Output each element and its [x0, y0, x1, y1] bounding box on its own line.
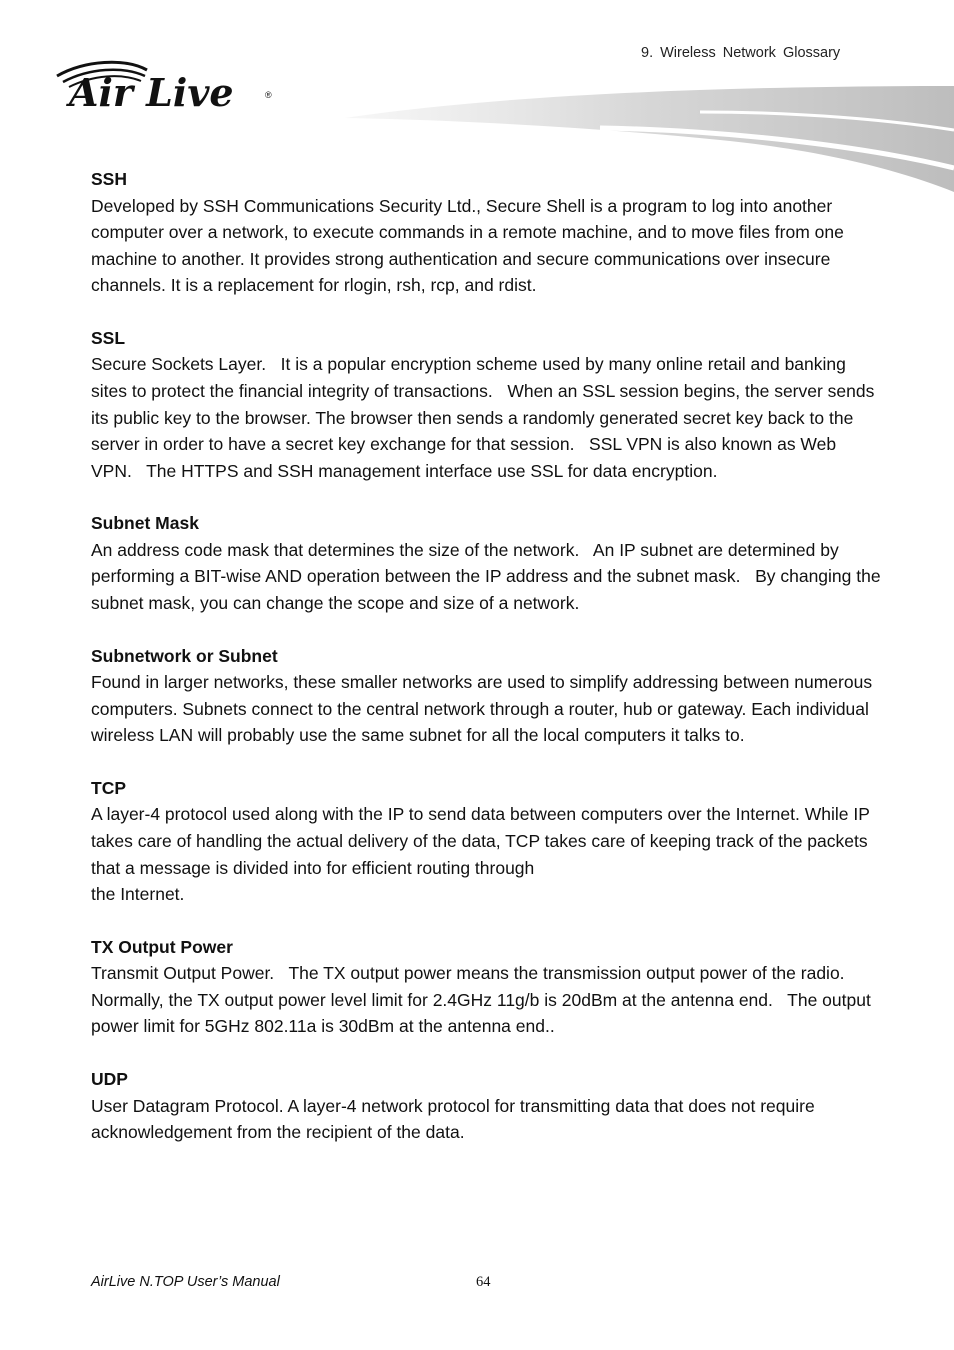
glossary-entry-udp — [91, 1066, 881, 1146]
term-description: Transmit Output Power. The TX output power means the transmission output power of the radio. Normally, the TX output power level limit for 2.4GHz 11g/b is 20dBm at the antenna end. The output power limit for 5GHz 802.11a is 30dBm at the antenna end.. — [91, 963, 876, 1037]
term-heading: TCP — [91, 777, 126, 798]
term-description: Developed by SSH Communications Security Ltd., Secure Shell is a program to log into another computer over a network, to execute commands in a remote machine, and to move files from one machine to another. It provides strong authentication and secure communications over insecure channels. It is a replacement for rlogin, rsh, rcp, and rdist. — [91, 195, 849, 296]
term-description: Secure Sockets Layer. It is a popular encryption scheme used by many online retail and banking sites to protect the financial integrity of transactions. When an SSL session begins, the server sends its public key to the browser. The browser then sends a randomly generated secret key back to the server in order to have a secret key exchange for that session. SSL VPN is also known as Web VPN. The HTTPS and SSH management interface use SSL for data encryption. — [91, 354, 880, 481]
page-number: 64 — [476, 1274, 491, 1290]
term-heading: TX Output Power — [91, 936, 233, 957]
term-heading: Subnetwork or Subnet — [91, 645, 278, 666]
logo-wordmark: Air Live — [69, 70, 234, 115]
term-heading: SSL — [91, 327, 126, 348]
glossary-entry-tx-output-power — [91, 934, 881, 1040]
term-description: Found in larger networks, these smaller networks are used to simplify addressing between numerous computers. Subnets connect to the central network through a router, hub or gateway. Each individual wireless LAN will probably use the same subnet for all the local computers it talks to. — [91, 672, 877, 746]
glossary-entry-ssh — [91, 166, 881, 299]
term-description: An address code mask that determines the size of the network. An IP subnet are determined by performing a BIT-wise AND operation between the IP address and the subnet mask. By changing the subnet mask, you can change the scope and size of a network. — [91, 539, 886, 614]
term-heading: Subnet Mask — [91, 513, 199, 534]
term-description: User Datagram Protocol. A layer-4 network protocol for transmitting data that does not require acknowledgement from the recipient of the data. — [91, 1095, 820, 1143]
glossary-entry-ssl — [91, 325, 881, 484]
glossary-entry-tcp — [91, 775, 881, 908]
airlive-logo — [55, 58, 285, 128]
glossary-content — [91, 166, 886, 1172]
footer-manual-name: AirLive N.TOP User’s Manual — [91, 1274, 280, 1290]
term-heading: UDP — [91, 1069, 128, 1090]
glossary-entry-subnet-mask — [91, 510, 886, 616]
section-title: 9. Wireless Network Glossary — [641, 45, 841, 61]
term-heading: SSH — [91, 169, 127, 189]
glossary-entry-subnetwork — [91, 643, 881, 749]
term-description: A layer-4 protocol used along with the IP to send data between computers over the Internet. While IP takes care of handling the actual delivery of the data, TCP takes care of keeping track of the packets that a message is divided into for efficient routing through the Internet. — [91, 804, 870, 905]
logo-registered-mark: ® — [265, 90, 272, 100]
